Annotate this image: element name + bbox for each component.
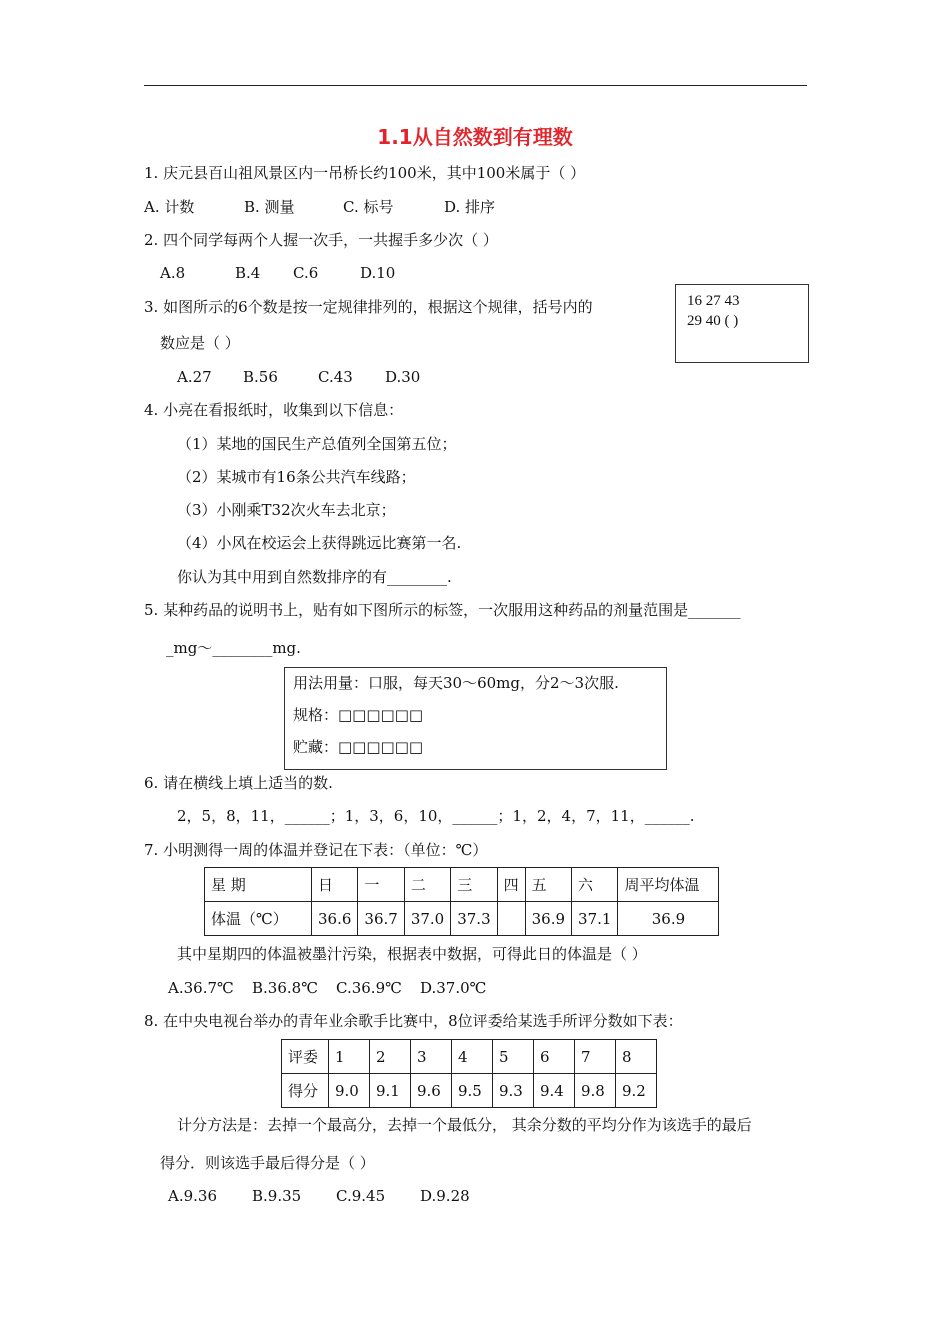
table-cell: 6 [534, 1040, 575, 1074]
table-cell: 9.3 [493, 1074, 534, 1108]
q3-stem-line1: 3. 如图所示的6个数是按一定规律排列的，根据这个规律，括号内的 [144, 298, 593, 316]
q2-option-b: B.4 [235, 264, 261, 282]
table-cell: 36.9 [525, 902, 571, 936]
table-cell: 六 [572, 868, 618, 902]
q3-stem-line2: 数应是（ ） [160, 334, 240, 352]
table-cell: 37.1 [572, 902, 618, 936]
q1-stem: 1. 庆元县百山祖风景区内一吊桥长约100米，其中100米属于（ ） [144, 164, 586, 182]
table-cell: 5 [493, 1040, 534, 1074]
table-cell: 2 [370, 1040, 411, 1074]
table-cell: 五 [525, 868, 571, 902]
q3-option-a: A.27 [177, 368, 212, 386]
q5-medicine-label [284, 667, 667, 770]
table-row [282, 1040, 657, 1074]
q7-option-c: C.36.9℃ [336, 979, 402, 997]
q8-score-table [281, 1039, 657, 1108]
table-cell: 评委 [282, 1040, 329, 1074]
table-cell: 9.8 [575, 1074, 616, 1108]
q1-option-c: C. 标号 [343, 198, 394, 216]
table-cell: 9.0 [329, 1074, 370, 1108]
table-cell: 星 期 [205, 868, 312, 902]
q4-item-4: （4）小风在校运会上获得跳远比赛第一名. [177, 534, 462, 552]
q3-number-figure [675, 284, 809, 363]
q7-option-d: D.37.0℃ [420, 979, 487, 997]
table-cell: 37.3 [451, 902, 497, 936]
q3-figure-row1: 16 27 43 [687, 293, 740, 309]
q2-option-d: D.10 [360, 264, 396, 282]
q5-label-dosage: 用法用量：口服，每天30～60mg，分2～3次服. [293, 674, 619, 692]
table-cell: 9.2 [616, 1074, 657, 1108]
q5-stem-line1: 5. 某种药品的说明书上，贴有如下图所示的标签，一次服用这种药品的剂量范围是_______ [144, 601, 741, 619]
table-row [282, 1074, 657, 1108]
table-cell: 8 [616, 1040, 657, 1074]
table-cell [497, 902, 525, 936]
q4-item-3: （3）小刚乘T32次火车去北京； [177, 501, 396, 519]
q3-option-d: D.30 [385, 368, 421, 386]
q1-option-d: D. 排序 [444, 198, 496, 216]
q3-option-c: C.43 [318, 368, 353, 386]
q7-option-b: B.36.8℃ [252, 979, 318, 997]
table-cell: 日 [312, 868, 358, 902]
table-cell: 9.5 [452, 1074, 493, 1108]
q3-figure-row2: 29 40 ( ) [687, 313, 739, 329]
q8-method-line1: 计分方法是：去掉一个最高分，去掉一个最低分， 其余分数的平均分作为该选手的最后 [177, 1116, 752, 1134]
q4-stem: 4. 小亮在看报纸时，收集到以下信息： [144, 401, 404, 419]
table-cell: 得分 [282, 1074, 329, 1108]
q8-method-line2: 得分．则该选手最后得分是（ ） [160, 1154, 375, 1172]
table-cell: 9.4 [534, 1074, 575, 1108]
table-cell: 1 [329, 1040, 370, 1074]
table-cell: 36.9 [618, 902, 719, 936]
table-cell: 9.1 [370, 1074, 411, 1108]
table-cell: 37.0 [404, 902, 450, 936]
header-rule [144, 85, 807, 86]
q8-option-a: A.9.36 [168, 1187, 217, 1205]
q3-option-b: B.56 [243, 368, 278, 386]
table-cell: 三 [451, 868, 497, 902]
q1-option-a: A. 计数 [144, 198, 195, 216]
q7-stem: 7. 小明测得一周的体温并登记在下表：（单位：℃） [144, 841, 488, 859]
q8-option-b: B.9.35 [252, 1187, 302, 1205]
table-cell: 二 [404, 868, 450, 902]
q6-sequences: 2，5，8，11，______；1，3，6，10，______；1，2，4，7，11，______. [177, 807, 695, 825]
q1-option-b: B. 测量 [244, 198, 295, 216]
table-cell: 周平均体温 [618, 868, 719, 902]
q7-question: 其中星期四的体温被墨汁污染，根据表中数据，可得此日的体温是（ ） [177, 945, 647, 963]
table-cell: 四 [497, 868, 525, 902]
table-cell: 4 [452, 1040, 493, 1074]
table-cell: 7 [575, 1040, 616, 1074]
q2-option-a: A.8 [160, 264, 186, 282]
page-title: 1.1从自然数到有理数 [377, 125, 573, 149]
table-cell: 36.6 [312, 902, 358, 936]
table-cell: 体温（℃） [205, 902, 312, 936]
q5-stem-line2: _mg～________mg. [166, 639, 301, 657]
q4-item-1: （1）某地的国民生产总值列全国第五位； [177, 435, 457, 453]
q5-label-storage: 贮藏：□□□□□□ [293, 738, 424, 756]
table-cell: 一 [358, 868, 404, 902]
q4-item-2: （2）某城市有16条公共汽车线路； [177, 468, 416, 486]
table-cell: 36.7 [358, 902, 404, 936]
q8-option-c: C.9.45 [336, 1187, 386, 1205]
q7-temperature-table [204, 867, 719, 936]
q2-option-c: C.6 [293, 264, 319, 282]
table-row [205, 902, 719, 936]
table-cell: 9.6 [411, 1074, 452, 1108]
q6-stem: 6. 请在横线上填上适当的数. [144, 774, 333, 792]
q8-stem: 8. 在中央电视台举办的青年业余歌手比赛中，8位评委给某选手所评分数如下表： [144, 1012, 683, 1030]
table-cell: 3 [411, 1040, 452, 1074]
q2-stem: 2. 四个同学每两个人握一次手，一共握手多少次（ ） [144, 231, 498, 249]
q8-option-d: D.9.28 [420, 1187, 470, 1205]
q4-question: 你认为其中用到自然数排序的有________. [177, 568, 452, 586]
q7-option-a: A.36.7℃ [168, 979, 234, 997]
q5-label-spec: 规格：□□□□□□ [293, 706, 424, 724]
table-row [205, 868, 719, 902]
